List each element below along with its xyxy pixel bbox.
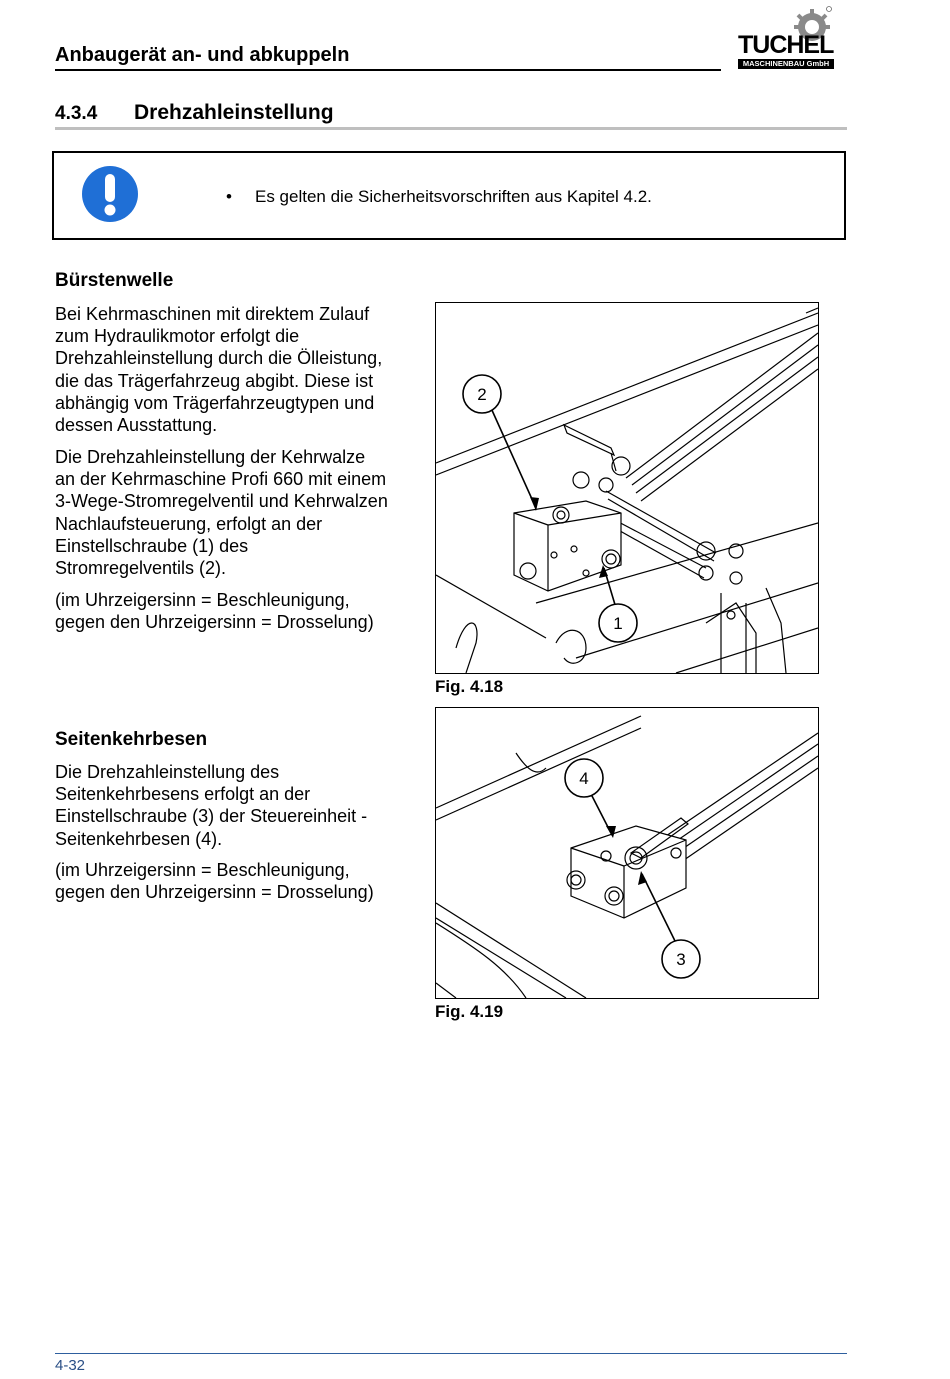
header-rule (55, 69, 721, 71)
paragraph-buerstenwelle-2: Die Drehzahleinstellung der Kehrwalze an der Kehrmaschine Profi 660 mit einem 3-Wege-Stromregelventil und Kehrwalzen Nachlaufsteuerung, erfolgt an der Einstellschraube (1) des Stromregelventils (2). (55, 447, 388, 579)
valve-illustration (436, 303, 818, 673)
page-number: 4-32 (55, 1357, 86, 1374)
heading-buerstenwelle: Bürstenwelle (55, 270, 174, 291)
paragraph-buerstenwelle-1: Bei Kehrmaschinen mit direktem Zulauf zum Hydraulikmotor erfolgt die Drehzahleinstellung durch die Ölleistung, die das Trägerfahrzeug abgibt. Diese ist abhängig vom Trägerfahrzeugtypen und dessen Ausstattung. (55, 304, 383, 436)
bullet-marker: • (226, 187, 232, 206)
callout-label-1: 1 (613, 614, 623, 633)
section-rule (55, 127, 847, 130)
section-number: 4.3.4 (55, 103, 98, 124)
logo-wordmark: TUCHEL (738, 31, 834, 59)
notice-text: Es gelten die Sicherheitsvorschriften aus Kapitel 4.2. (255, 187, 652, 206)
paragraph-seitenkehrbesen-1: Die Drehzahleinstellung des Seitenkehrbesens erfolgt an der Einstellschraube (3) der Steuereinheit - Seitenkehrbesen (4). (55, 762, 368, 849)
logo-subtext: MASCHINENBAU GmbH (738, 59, 834, 69)
footer-rule (55, 1353, 847, 1354)
callout-label-4: 4 (579, 769, 589, 788)
figure-4-19 (435, 707, 819, 999)
paragraph-buerstenwelle-3: (im Uhrzeigersinn = Beschleunigung, gegen den Uhrzeigersinn = Drosselung) (55, 590, 374, 633)
figure-caption-4-18: Fig. 4.18 (435, 677, 504, 696)
heading-seitenkehrbesen: Seitenkehrbesen (55, 729, 208, 750)
figure-caption-4-19: Fig. 4.19 (435, 1002, 504, 1021)
control-unit-illustration (436, 708, 818, 998)
figure-4-18 (435, 302, 819, 674)
callout-label-3: 3 (676, 950, 686, 969)
section-title: Drehzahleinstellung (134, 101, 334, 124)
callout-label-2: 2 (477, 385, 487, 404)
paragraph-seitenkehrbesen-2: (im Uhrzeigersinn = Beschleunigung, gegen den Uhrzeigersinn = Drosselung) (55, 860, 374, 903)
info-exclamation-icon (81, 165, 139, 223)
company-logo (736, 2, 836, 70)
chapter-title: Anbaugerät an- und abkuppeln (55, 44, 350, 66)
safety-notice-box (52, 151, 846, 240)
